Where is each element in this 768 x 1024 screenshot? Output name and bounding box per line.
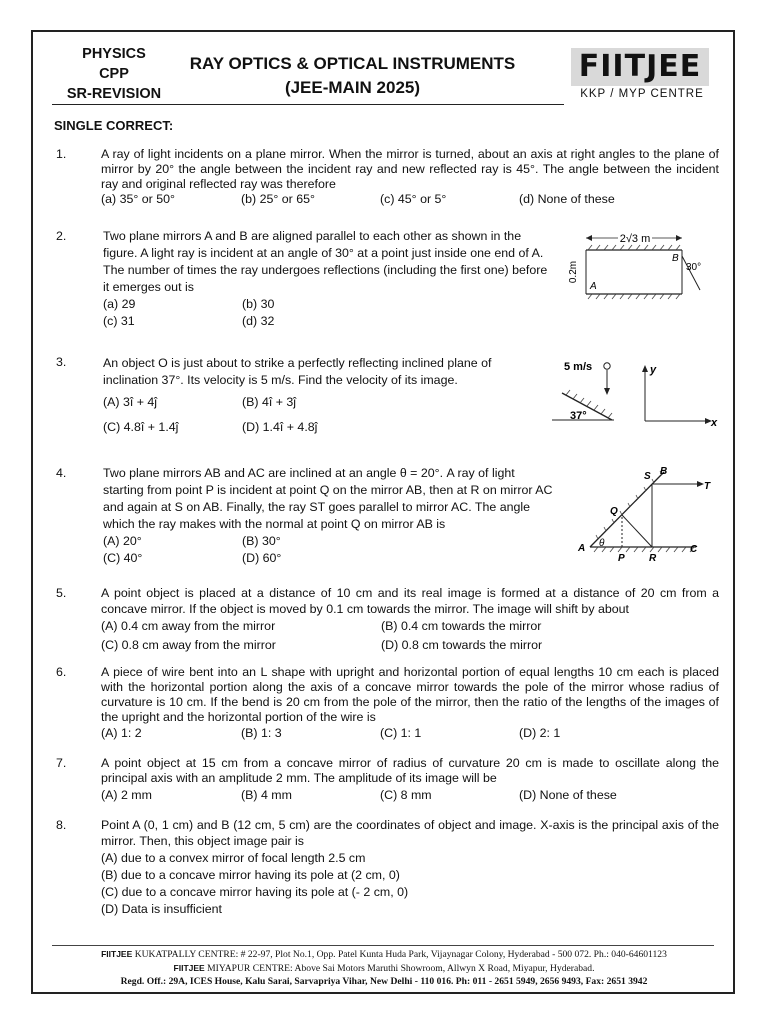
figure-inclined-plane [548,355,723,430]
incline-angle: 37° [570,410,587,422]
x-axis-label: x [711,417,718,429]
option-c: (C) 0.8 cm away from the mirror [101,638,276,652]
option-b: (B) 30° [242,534,281,548]
option-b: (b) 30 [242,297,275,311]
option-a: (a) 35° or 50° [101,192,175,206]
option-b: (B) 4î + 3ĵ [242,395,297,409]
point-p: P [618,553,625,564]
question-text: A point object is placed at a distance of 10 cm and its real image is formed at a distance of 20 cm from a concave mirror. If the object is moved by 0.1 cm towards the mirror. The image will shift by about [101,586,719,616]
option-d: (D) 0.8 cm towards the mirror [381,638,543,652]
option-d: (D) 1.4î + 4.8ĵ [242,420,318,434]
question-number: 5. [56,586,67,600]
question-number: 1. [56,147,67,161]
question-number: 4. [56,466,67,480]
option-c: (c) 45° or 5° [380,192,447,206]
question-number: 6. [56,665,67,679]
stream: SR-REVISION [66,86,162,102]
title-line-1: RAY OPTICS & OPTICAL INSTRUMENTS [189,54,516,73]
subject: PHYSICS [82,46,146,62]
mirror-b-label: B [672,253,679,264]
footer-miyapur [40,961,728,976]
option-d: (D) Data is insufficient [101,902,222,916]
option-b: (B) 1: 3 [241,726,282,740]
option-c: (C) 40° [103,551,143,565]
question-number: 3. [56,355,67,369]
angle-label: 30° [686,262,702,273]
page-title [175,52,530,100]
point-c: C [690,544,698,555]
option-c: (c) 31 [103,314,135,328]
height-label: 0.2m [568,260,579,284]
option-d: (D) None of these [519,788,617,802]
question-number: 8. [56,818,67,832]
option-d: (D) 60° [242,551,282,565]
question-7 [101,756,719,804]
options-row [103,394,533,419]
options-row [103,313,551,330]
option-b: (B) 0.4 cm towards the mirror [381,619,542,633]
centre-name: KKP / MYP CENTRE [580,88,704,100]
question-number: 2. [56,229,67,243]
options-row [103,533,555,550]
y-axis-label: y [650,364,657,376]
footer-divider [52,945,714,946]
options-row [101,788,719,804]
options-row [103,419,533,437]
option-c: (C) 4.8î + 1.4ĵ [103,420,179,434]
option-b: (b) 25° or 65° [241,192,315,206]
option-c: (C) due to a concave mirror having its pole at (- 2 cm, 0) [101,885,409,899]
point-s: S [644,471,651,482]
options-row [101,619,719,638]
options-row [101,726,719,742]
option-a: (A) 1: 2 [101,726,142,740]
question-4 [103,465,555,567]
mirror-a-label: A [590,281,597,292]
width-label: 2√3 m [619,233,651,245]
title-line-2: (JEE-MAIN 2025) [284,78,421,97]
question-8 [101,818,719,919]
question-1 [101,147,719,208]
option-c: (C) 1: 1 [380,726,422,740]
option-a: (A) 0.4 cm away from the mirror [101,619,276,633]
section-heading: SINGLE CORRECT: [54,118,174,133]
question-text: Point A (0, 1 cm) and B (12 cm, 5 cm) are the coordinates of object and image. X-axis is the principal axis of the mirror. Then, this object image pair is [101,818,719,848]
question-3 [103,355,533,437]
figure-inclined-mirrors [572,462,722,567]
logo-text: FIITJEE [578,49,702,84]
question-text: A point object at 15 cm from a concave mirror of radius of curvature 20 cm is made to oscillate along the principal axis with an amplitude 2 mm. The amplitude of its image will be [101,756,719,785]
footer-regd-office: Regd. Off.: 29A, ICES House, Kalu Sarai, Sarvapriya Vihar, New Delhi - 110 016. Ph: 011 - 2651 5949, 2656 9493, Fax: 2651 3942 [120,976,648,987]
question-text: Two plane mirrors A and B are aligned parallel to each other as shown in the figure. A light ray is incident at an angle of 30° at a point just inside one end of A. The number of times the ray undergoes reflections (including the first one) before it emerges out is [103,229,548,294]
options-row [101,192,719,208]
option-d: (d) None of these [519,192,615,206]
question-number: 7. [56,756,67,770]
figure-parallel-mirrors [562,228,722,318]
point-b: B [660,466,668,477]
option-a: (A) 3î + 4ĵ [103,395,158,409]
footer-kukatpally [40,947,728,962]
footer-brand: FIITJEE [101,949,133,959]
theta-label: θ [599,538,605,549]
point-t: T [704,481,711,492]
question-text: Two plane mirrors AB and AC are inclined at an angle θ = 20°. A ray of light starting from point P is incident at point Q on the mirror AB, then at R on mirror AC and again at S on AB. Finally, the ray ST goes parallel to mirror AC. The angle which the ray makes with the normal at point Q on mirror AB is [103,466,553,531]
options-row [103,296,551,313]
option-d: (D) 2: 1 [519,726,561,740]
speed-label: 5 m/s [564,361,593,373]
options-row [101,638,719,654]
option-a: (A) 20° [103,534,142,548]
option-a: (A) 2 mm [101,788,152,802]
point-a: A [578,543,586,554]
question-text: An object O is just about to strike a perfectly reflecting inclined plane of inclination 37°. Its velocity is 5 m/s. Find the velocity of its image. [103,356,492,387]
footer-line-2: MIYAPUR CENTRE: Above Sai Motors Maruthi Showroom, Allwyn X Road, Miyapur, Hyderabad. [207,963,595,974]
footer-line-1: KUKATPALLY CENTRE: # 22-97, Plot No.1, Opp. Patel Kunta Huda Park, Vijaynagar Colony, Hyderabad - 500 072. Ph.: 040-64601123 [134,949,667,960]
option-b: (B) 4 mm [241,788,292,802]
option-b: (B) due to a concave mirror having its pole at (2 cm, 0) [101,868,400,882]
header-divider [52,104,564,105]
question-2 [103,228,551,330]
question-5 [101,586,719,654]
options-row [103,550,555,567]
option-a: (a) 29 [103,297,136,311]
batch: CPP [99,66,129,82]
option-c: (C) 8 mm [380,788,432,802]
point-r: R [649,553,657,564]
option-d: (d) 32 [242,314,275,328]
subject-block [58,44,170,104]
point-q: Q [610,506,618,517]
question-text: A ray of light incidents on a plane mirror. When the mirror is turned, about an axis at right angles to the plane of mirror by 20° the angle between the incident ray and new reflected ray is 45°. The angle between the incident ray and original reflected ray was therefore [101,147,719,191]
question-6 [101,665,719,742]
question-text: A piece of wire bent into an L shape with upright and horizontal portion of equal lengths 10 cm each is placed with the horizontal portion along the axis of a concave mirror towards the pole of the mirror whose radius of curvature is 10 cm. If the bend is 20 cm from the pole of the mirror, then the ratio of the lengths of the images of the upright and the horizontal portion of the wire is [101,665,719,724]
option-a: (A) due to a convex mirror of focal length 2.5 cm [101,851,366,865]
footer-brand: FIITJEE [173,963,205,973]
fiitjee-logo [571,48,709,86]
